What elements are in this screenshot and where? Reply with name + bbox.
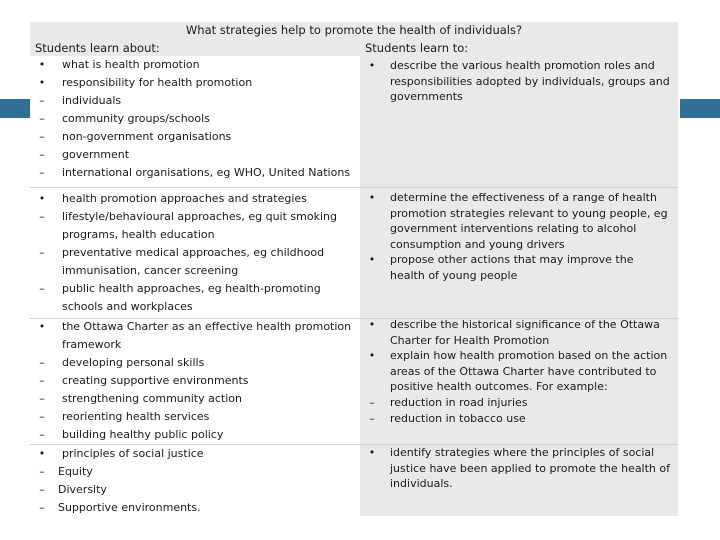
bullet-marker: • (368, 191, 376, 204)
item-text: preventative medical approaches, eg childhood immunisation, cancer screening (62, 246, 325, 277)
item-text: describe the historical significance of the Ottawa Charter for Health Promotion (390, 318, 660, 347)
item-text: reduction in road injuries (390, 395, 528, 409)
list-item (35, 445, 357, 463)
learn-to-cell (365, 317, 670, 426)
list-item (35, 110, 357, 128)
bullet-marker: • (38, 58, 46, 71)
item-text: public health approaches, eg health-promoting schools and workplaces (62, 282, 321, 313)
list-item (35, 280, 357, 316)
dash-marker: – (369, 395, 375, 409)
item-text: government (62, 148, 130, 161)
item-text: Supportive environments. (58, 501, 201, 514)
list-item (35, 481, 357, 499)
bullet-marker: • (368, 59, 376, 72)
item-text: the Ottawa Charter as an effective health promotion framework (62, 320, 352, 351)
learn-about-header: Students learn about: (35, 41, 160, 55)
dash-marker: – (39, 210, 45, 223)
dash-marker: – (39, 465, 45, 478)
left-accent-bar (0, 99, 30, 118)
item-text: international organisations, eg WHO, United Nations (62, 166, 351, 179)
right-accent-bar (680, 99, 720, 118)
item-text: principles of social justice (62, 447, 204, 460)
learn-about-cell (35, 445, 357, 517)
list-item (35, 146, 357, 164)
item-text: reorienting health services (62, 410, 210, 423)
bullet-marker: • (38, 320, 46, 333)
item-text: building healthy public policy (62, 428, 224, 441)
item-text: explain how health promotion based on the action areas of the Ottawa Charter have contributed to positive health outcomes. For example: (390, 349, 668, 394)
list-item (35, 128, 357, 146)
item-text: health promotion approaches and strategies (62, 192, 307, 205)
item-text: creating supportive environments (62, 374, 249, 387)
syllabus-table (30, 22, 678, 516)
dash-marker: – (39, 483, 45, 496)
item-text: lifestyle/behavioural approaches, eg quit smoking programs, health education (62, 210, 337, 241)
learn-to-cell (365, 58, 670, 105)
dash-marker: – (39, 410, 45, 423)
dash-marker: – (369, 411, 375, 425)
learn-about-cell (35, 318, 357, 444)
dash-marker: – (39, 282, 45, 295)
item-text: determine the effectiveness of a range of health promotion strategies relevant to young people, eg government interventions relating to alcohol consumption and young drivers (390, 191, 668, 251)
list-item (35, 408, 357, 426)
list-item (35, 499, 357, 517)
list-item (365, 445, 670, 492)
bullet-marker: • (38, 76, 46, 89)
item-text: community groups/schools (62, 112, 210, 125)
item-text: identify strategies where the principles of social justice have been applied to promote the health of individuals. (390, 446, 671, 491)
row-divider (30, 187, 678, 188)
list-item (365, 348, 670, 395)
list-item (365, 58, 670, 105)
dash-marker: – (39, 94, 45, 107)
dash-marker: – (39, 356, 45, 369)
learn-about-cell (35, 190, 357, 316)
item-text: what is health promotion (62, 58, 200, 71)
item-text: reduction in tobacco use (390, 411, 526, 425)
bullet-marker: • (368, 253, 376, 267)
list-item (365, 411, 670, 427)
bullet-marker: • (38, 192, 46, 205)
list-item (365, 317, 670, 348)
item-text: individuals (62, 94, 122, 107)
list-item (35, 372, 357, 390)
list-item (35, 426, 357, 444)
item-text: responsibility for health promotion (62, 76, 253, 89)
item-text: propose other actions that may improve the health of young people (390, 253, 634, 282)
list-item (35, 208, 357, 244)
item-text: developing personal skills (62, 356, 205, 369)
learn-to-header: Students learn to: (365, 41, 469, 55)
learn-about-cell (35, 56, 357, 182)
dash-marker: – (39, 130, 45, 143)
dash-marker: – (39, 148, 45, 161)
list-item (35, 318, 357, 354)
learn-to-cell (365, 190, 670, 284)
list-item (35, 56, 357, 74)
dash-marker: – (39, 392, 45, 405)
dash-marker: – (39, 428, 45, 441)
list-item (35, 164, 357, 182)
dash-marker: – (39, 246, 45, 259)
item-text: describe the various health promotion roles and responsibilities adopted by individuals, groups and governments (390, 59, 670, 104)
bullet-marker: • (368, 349, 376, 363)
list-item (35, 92, 357, 110)
list-item (35, 244, 357, 280)
list-item (35, 190, 357, 208)
item-text: non-government organisations (62, 130, 232, 143)
item-text: Diversity (58, 483, 107, 496)
list-item (365, 395, 670, 411)
item-text: Equity (58, 465, 93, 478)
list-item (35, 463, 357, 481)
learn-to-cell (365, 445, 670, 492)
list-item (365, 190, 670, 252)
bullet-marker: • (368, 446, 376, 459)
dash-marker: – (39, 501, 45, 514)
bullet-marker: • (368, 318, 376, 331)
list-item (365, 252, 670, 283)
table-title: What strategies help to promote the health of individuals? (185, 23, 523, 37)
dash-marker: – (39, 112, 45, 125)
dash-marker: – (39, 374, 45, 387)
bullet-marker: • (38, 447, 46, 460)
list-item (35, 390, 357, 408)
list-item (35, 354, 357, 372)
list-item (35, 74, 357, 92)
dash-marker: – (39, 166, 45, 179)
item-text: strengthening community action (62, 392, 242, 405)
